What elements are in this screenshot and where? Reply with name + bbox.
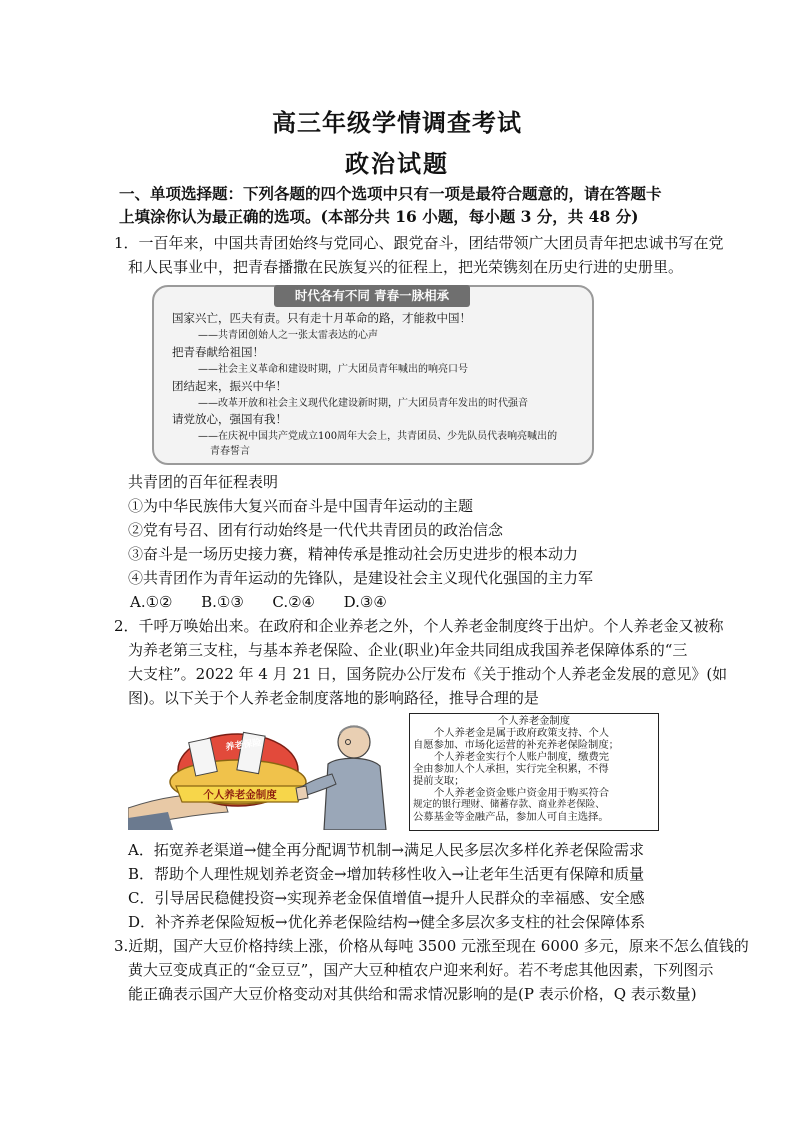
quote-1: 国家兴亡，匹夫有责。只有走十月革命的路，才能救中国！ — [172, 311, 471, 325]
q1-option-4: ④共青团作为青年运动的先锋队，是建设社会主义现代化强国的主力军 — [128, 569, 594, 587]
q2-option-a: A．拓宽养老渠道→健全再分配调节机制→满足人民多层次多样化养老保险需求 — [128, 841, 644, 859]
quote-3: 团结起来，振兴中华！ — [172, 379, 287, 393]
quote-1-source: ——共青团创始人之一张太雷表达的心声 — [198, 330, 378, 341]
q1-stem-line1: 1．一百年来，中国共青团始终与党同心、跟党奋斗，团结带领广大团员青年把忠诚书写在党 — [114, 234, 724, 252]
quote-4-source: ——在庆祝中国共产党成立100周年大会上，共青团员、少先队员代表响亮喊出的 — [198, 431, 558, 442]
quote-4-source-cont: 青春誓言 — [210, 446, 250, 457]
q2-stem-line2: 为养老第三支柱，与基本养老保险、企业(职业)年金共同组成我国养老保障体系的“三 — [128, 641, 688, 659]
q1-option-3: ③奋斗是一场历史接力赛，精神传承是推动社会历史进步的根本动力 — [128, 545, 579, 563]
policy-line-8: 公募基金等金融产品，参加人可自主选择。 — [413, 811, 609, 823]
policy-box-title: 个人养老金制度 — [497, 715, 571, 727]
q1-quote-box — [152, 285, 594, 465]
quote-2: 把青春献给祖国！ — [172, 345, 264, 359]
policy-line-7: 规定的银行理财、储蓄存款、商业养老保险、 — [413, 799, 605, 810]
policy-line-6: 个人养老金资金账户资金用于购买符合 — [434, 787, 610, 799]
q1-lead: 共青团的百年征程表明 — [128, 473, 279, 491]
q1-option-1: ①为中华民族伟大复兴而奋斗是中国青年运动的主题 — [128, 497, 474, 515]
q2-policy-box — [409, 713, 659, 831]
policy-line-5: 提前支取； — [413, 775, 465, 787]
q2-option-c: C．引导居民稳健投资→实现养老金保值增值→提升人民群众的幸福感、安全感 — [128, 889, 645, 907]
policy-line-4: 全由参加人个人承担，实行完全积累，不得 — [413, 763, 609, 775]
exam-subject: 政治试题 — [345, 149, 449, 178]
policy-line-3: 个人养老金实行个人账户制度，缴费完 — [434, 751, 610, 763]
q1-choices: A.①② B.①③ C.②④ D.③④ — [130, 593, 387, 611]
q2-stem-line3: 大支柱”。2022 年 4 月 21 日，国务院办公厅发布《关于推动个人养老金发展的意见》(如 — [128, 665, 728, 683]
q2-option-b: B．帮助个人理性规划养老资金→增加转移性收入→让老年生活更有保障和质量 — [128, 865, 645, 883]
cartoon-label: 个人养老金制度 — [203, 789, 277, 801]
pension-cartoon-image — [128, 712, 390, 830]
q3-stem-line3: 能正确表示国产大豆价格变动对其供给和需求情况影响的是(P 表示价格，Q 表示数量) — [128, 985, 697, 1003]
q2-stem-line4: 图)。以下关于个人养老金制度落地的影响路径，推导合理的是 — [128, 689, 539, 707]
q3-stem-line1: 3.近期，国产大豆价格持续上涨，价格从每吨 3500 元涨至现在 6000 多元，原来不怎么值钱的 — [114, 937, 749, 955]
q2-option-d: D．补齐养老保险短板→优化养老保险结构→健全多层次多支柱的社会保障体系 — [128, 913, 646, 931]
q3-stem-line2: 黄大豆变成真正的“金豆豆”，国产大豆种植农户迎来利好。若不考虑其他因素，下列图示 — [128, 961, 714, 979]
policy-line-1: 个人养老金是属于政府政策支持、个人 — [434, 727, 610, 739]
quote-2-source: ——社会主义革命和建设时期，广大团员青年喊出的响亮口号 — [198, 364, 468, 375]
q2-stem-line1: 2．千呼万唤始出来。在政府和企业养老之外，个人养老金制度终于出炉。个人养老金又被称 — [114, 617, 724, 635]
exam-title: 高三年级学情调查考试 — [272, 108, 522, 137]
cartoon-tag: 养老保险 — [225, 738, 263, 753]
q1-option-2: ②党有号召、团有行动始终是一代代共青团员的政治信念 — [128, 521, 504, 539]
section-heading-line2: 上填涂你认为最正确的选项。(本部分共 16 小题，每小题 3 分，共 48 分) — [119, 207, 639, 226]
q1-stem-line2: 和人民事业中，把青春播撒在民族复兴的征程上，把光荣镌刻在历史行进的史册里。 — [128, 258, 684, 276]
section-heading-line1: 一、单项选择题：下列各题的四个选项中只有一项是最符合题意的，请在答题卡 — [119, 184, 662, 203]
quote-4: 请党放心，强国有我！ — [172, 412, 287, 426]
policy-line-2: 自愿参加、市场化运营的补充养老保险制度； — [413, 739, 619, 751]
quote-3-source: ——改革开放和社会主义现代化建设新时期，广大团员青年发出的时代强音 — [198, 398, 528, 409]
q1-quote-banner: 时代各有不同 青春一脉相承 — [274, 285, 470, 307]
